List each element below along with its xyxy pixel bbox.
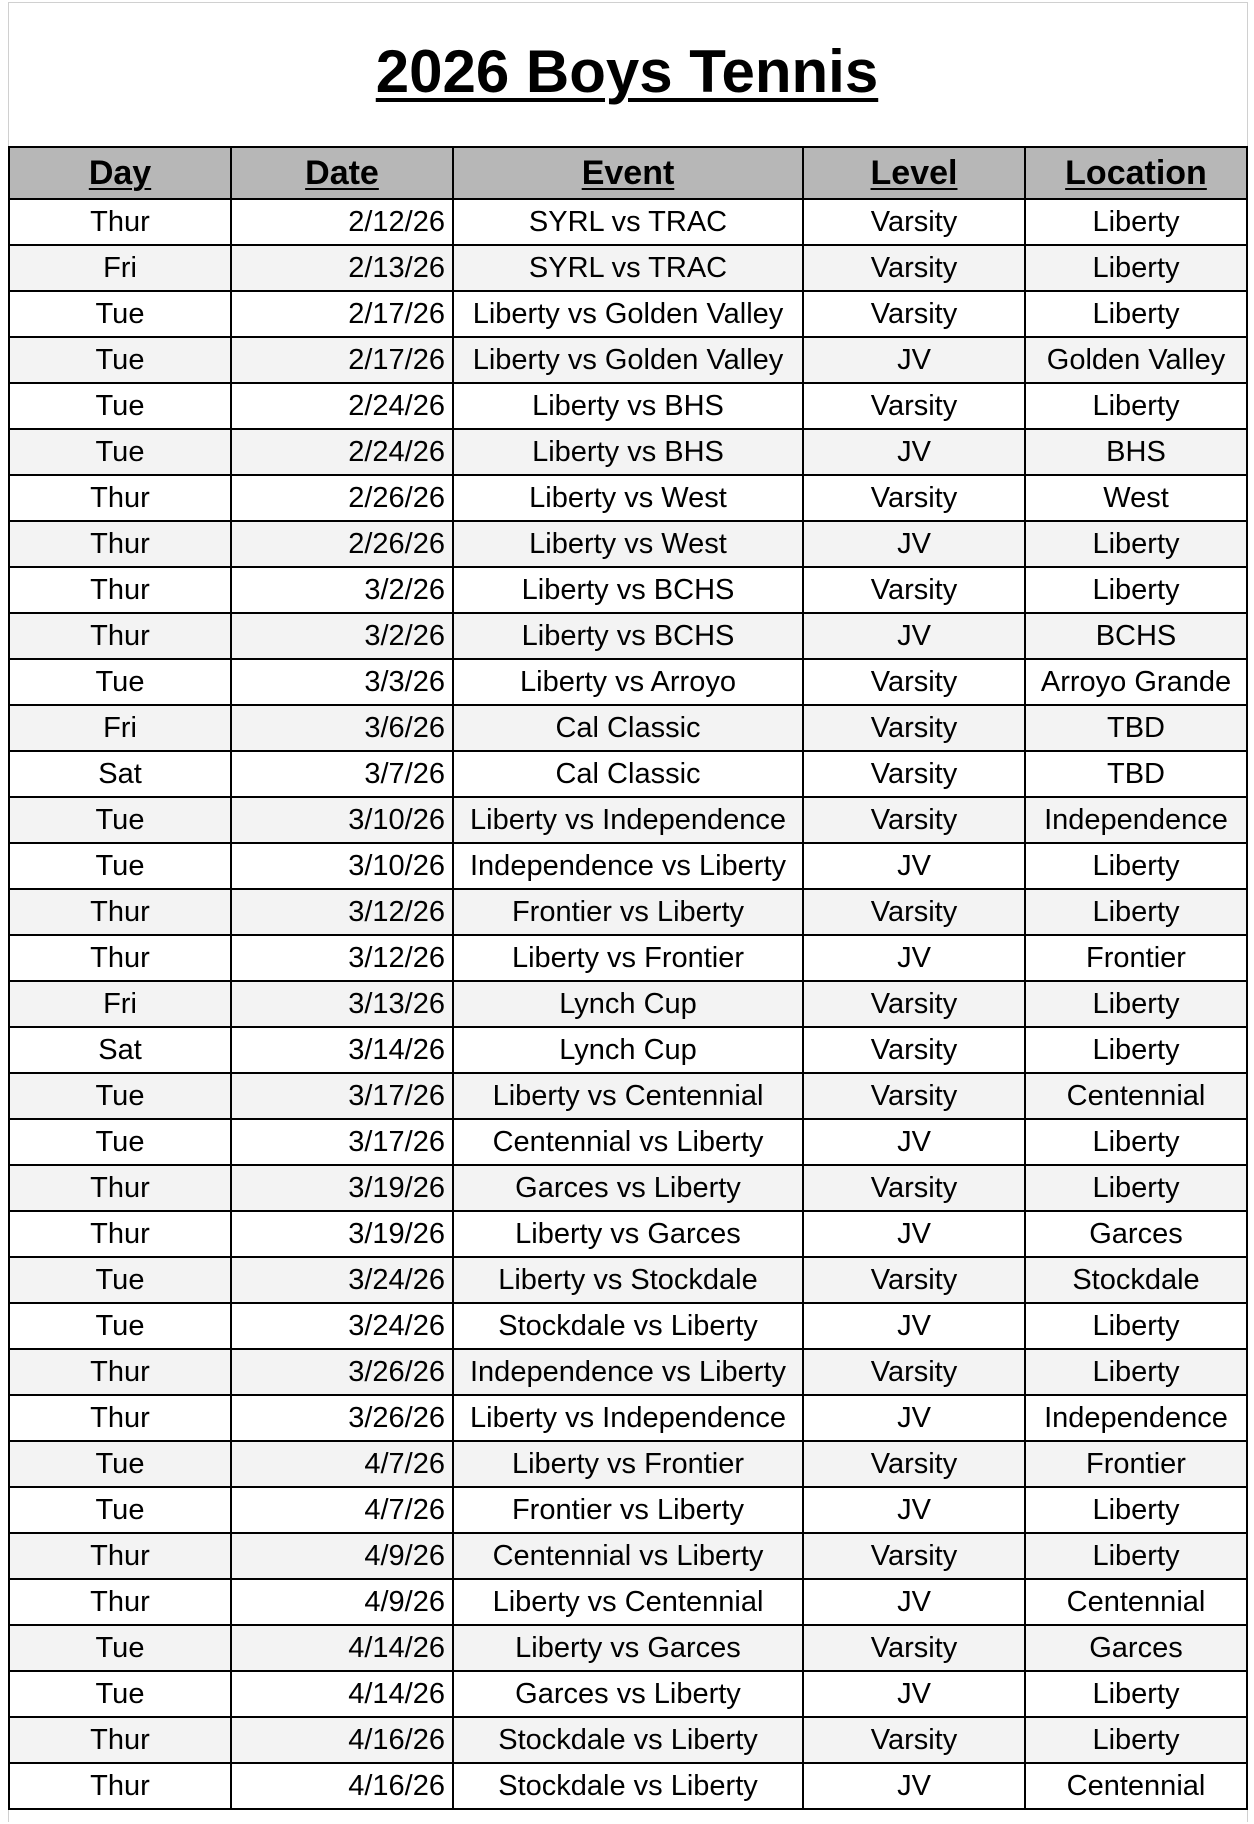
table-row [9,1625,1247,1671]
cell-day: Thur [9,1349,231,1395]
cell-location: Liberty [1025,1303,1247,1349]
table-row [9,1027,1247,1073]
cell-level: Varsity [803,1165,1025,1211]
cell-level: Varsity [803,659,1025,705]
cell-day: Thur [9,1533,231,1579]
cell-date: 3/26/26 [231,1395,453,1441]
cell-day: Tue [9,1119,231,1165]
cell-event: Stockdale vs Liberty [453,1717,803,1763]
cell-location: Liberty [1025,1487,1247,1533]
cell-location: Garces [1025,1625,1247,1671]
cell-event: Liberty vs West [453,521,803,567]
cell-date: 2/24/26 [231,429,453,475]
table-row [9,1487,1247,1533]
cell-day: Fri [9,981,231,1027]
cell-location: BCHS [1025,613,1247,659]
cell-event: Centennial vs Liberty [453,1533,803,1579]
cell-event: Liberty vs Independence [453,797,803,843]
cell-day: Thur [9,1579,231,1625]
header-row [9,147,1247,199]
cell-day: Thur [9,475,231,521]
cell-location: Centennial [1025,1579,1247,1625]
cell-level: Varsity [803,291,1025,337]
cell-date: 3/24/26 [231,1257,453,1303]
cell-location: Liberty [1025,1165,1247,1211]
cell-date: 2/26/26 [231,521,453,567]
cell-event: Liberty vs Frontier [453,1441,803,1487]
cell-event: Liberty vs BHS [453,429,803,475]
cell-day: Thur [9,567,231,613]
cell-date: 2/13/26 [231,245,453,291]
cell-event: Liberty vs BCHS [453,567,803,613]
cell-date: 4/16/26 [231,1763,453,1809]
table-row [9,1119,1247,1165]
cell-location: Arroyo Grande [1025,659,1247,705]
cell-location: Liberty [1025,383,1247,429]
cell-date: 3/19/26 [231,1211,453,1257]
cell-day: Tue [9,659,231,705]
cell-level: Varsity [803,1257,1025,1303]
cell-level: Varsity [803,1625,1025,1671]
cell-location: West [1025,475,1247,521]
cell-date: 4/14/26 [231,1625,453,1671]
cell-day: Tue [9,429,231,475]
cell-level: JV [803,1763,1025,1809]
cell-day: Thur [9,1165,231,1211]
table-row [9,1073,1247,1119]
table-row [9,1671,1247,1717]
table-row [9,889,1247,935]
cell-level: Varsity [803,475,1025,521]
cell-date: 2/24/26 [231,383,453,429]
cell-day: Tue [9,843,231,889]
cell-day: Tue [9,1303,231,1349]
cell-day: Sat [9,1027,231,1073]
cell-location: Golden Valley [1025,337,1247,383]
cell-date: 4/7/26 [231,1487,453,1533]
cell-location: Garces [1025,1211,1247,1257]
cell-location: Centennial [1025,1763,1247,1809]
cell-event: Liberty vs Garces [453,1211,803,1257]
cell-location: Liberty [1025,843,1247,889]
cell-event: Garces vs Liberty [453,1165,803,1211]
cell-day: Thur [9,1211,231,1257]
cell-day: Tue [9,1487,231,1533]
table-body [9,199,1247,1809]
cell-date: 3/12/26 [231,935,453,981]
cell-level: Varsity [803,797,1025,843]
cell-date: 3/2/26 [231,613,453,659]
cell-level: Varsity [803,1441,1025,1487]
cell-day: Tue [9,337,231,383]
cell-day: Tue [9,797,231,843]
cell-date: 3/6/26 [231,705,453,751]
table-row [9,1763,1247,1809]
table-row [9,1349,1247,1395]
cell-location: BHS [1025,429,1247,475]
column-header-date: Date [231,147,453,199]
cell-date: 2/26/26 [231,475,453,521]
cell-event: Garces vs Liberty [453,1671,803,1717]
cell-day: Thur [9,1763,231,1809]
cell-event: Liberty vs Frontier [453,935,803,981]
cell-location: TBD [1025,705,1247,751]
cell-day: Thur [9,521,231,567]
cell-event: Lynch Cup [453,981,803,1027]
cell-location: Liberty [1025,567,1247,613]
cell-level: Varsity [803,981,1025,1027]
cell-level: Varsity [803,245,1025,291]
cell-event: Stockdale vs Liberty [453,1763,803,1809]
cell-day: Fri [9,705,231,751]
cell-day: Tue [9,1441,231,1487]
cell-level: Varsity [803,705,1025,751]
cell-day: Thur [9,1717,231,1763]
cell-date: 3/14/26 [231,1027,453,1073]
table-row [9,1717,1247,1763]
cell-date: 2/17/26 [231,337,453,383]
cell-date: 3/26/26 [231,1349,453,1395]
cell-event: Frontier vs Liberty [453,1487,803,1533]
cell-day: Tue [9,291,231,337]
column-header-event: Event [453,147,803,199]
cell-day: Tue [9,1671,231,1717]
cell-day: Thur [9,889,231,935]
cell-level: JV [803,935,1025,981]
table-row [9,199,1247,245]
cell-location: Liberty [1025,291,1247,337]
cell-date: 4/7/26 [231,1441,453,1487]
cell-level: JV [803,429,1025,475]
cell-date: 4/16/26 [231,1717,453,1763]
table-row [9,797,1247,843]
table-row [9,1441,1247,1487]
cell-location: TBD [1025,751,1247,797]
cell-date: 3/19/26 [231,1165,453,1211]
cell-level: Varsity [803,1073,1025,1119]
cell-level: JV [803,1395,1025,1441]
cell-level: JV [803,1211,1025,1257]
table-row [9,383,1247,429]
cell-event: Liberty vs West [453,475,803,521]
cell-level: JV [803,613,1025,659]
cell-date: 3/10/26 [231,797,453,843]
cell-day: Tue [9,1257,231,1303]
table-row [9,1533,1247,1579]
table-row [9,843,1247,889]
cell-event: Liberty vs Stockdale [453,1257,803,1303]
cell-level: Varsity [803,199,1025,245]
table-row [9,1579,1247,1625]
cell-location: Stockdale [1025,1257,1247,1303]
cell-location: Centennial [1025,1073,1247,1119]
cell-location: Liberty [1025,245,1247,291]
cell-location: Independence [1025,797,1247,843]
cell-event: Frontier vs Liberty [453,889,803,935]
table-row [9,751,1247,797]
cell-event: SYRL vs TRAC [453,245,803,291]
cell-event: Liberty vs BHS [453,383,803,429]
cell-level: Varsity [803,889,1025,935]
cell-date: 2/17/26 [231,291,453,337]
table-row [9,521,1247,567]
table-row [9,1395,1247,1441]
table-row [9,1257,1247,1303]
cell-location: Liberty [1025,1027,1247,1073]
table-row [9,1303,1247,1349]
table-row [9,475,1247,521]
table-row [9,291,1247,337]
cell-event: Cal Classic [453,751,803,797]
cell-location: Liberty [1025,521,1247,567]
cell-event: Liberty vs Independence [453,1395,803,1441]
cell-date: 4/9/26 [231,1579,453,1625]
cell-event: Lynch Cup [453,1027,803,1073]
cell-level: JV [803,521,1025,567]
cell-date: 2/12/26 [231,199,453,245]
cell-level: JV [803,843,1025,889]
cell-event: Stockdale vs Liberty [453,1303,803,1349]
cell-event: Liberty vs Golden Valley [453,337,803,383]
cell-day: Fri [9,245,231,291]
cell-day: Tue [9,1073,231,1119]
cell-level: JV [803,1303,1025,1349]
table-row [9,429,1247,475]
cell-level: JV [803,1487,1025,1533]
cell-date: 3/13/26 [231,981,453,1027]
cell-event: Liberty vs Golden Valley [453,291,803,337]
column-header-day: Day [9,147,231,199]
cell-event: SYRL vs TRAC [453,199,803,245]
cell-level: Varsity [803,567,1025,613]
table-row [9,245,1247,291]
cell-level: JV [803,337,1025,383]
cell-date: 3/7/26 [231,751,453,797]
cell-date: 4/14/26 [231,1671,453,1717]
cell-date: 3/2/26 [231,567,453,613]
cell-day: Thur [9,1395,231,1441]
cell-event: Centennial vs Liberty [453,1119,803,1165]
cell-level: Varsity [803,751,1025,797]
cell-date: 3/17/26 [231,1119,453,1165]
cell-day: Thur [9,935,231,981]
cell-event: Cal Classic [453,705,803,751]
cell-date: 4/9/26 [231,1533,453,1579]
schedule-table [8,146,1248,1810]
cell-event: Independence vs Liberty [453,1349,803,1395]
table-row [9,613,1247,659]
column-header-location: Location [1025,147,1247,199]
cell-location: Liberty [1025,1671,1247,1717]
cell-level: JV [803,1119,1025,1165]
cell-date: 3/3/26 [231,659,453,705]
cell-event: Liberty vs Arroyo [453,659,803,705]
cell-date: 3/12/26 [231,889,453,935]
cell-location: Frontier [1025,935,1247,981]
cell-event: Liberty vs Centennial [453,1579,803,1625]
cell-level: Varsity [803,383,1025,429]
table-header [9,147,1247,199]
cell-location: Liberty [1025,889,1247,935]
cell-level: JV [803,1579,1025,1625]
cell-location: Liberty [1025,1533,1247,1579]
cell-level: Varsity [803,1717,1025,1763]
column-header-level: Level [803,147,1025,199]
cell-day: Thur [9,199,231,245]
cell-day: Tue [9,383,231,429]
cell-location: Liberty [1025,1717,1247,1763]
cell-location: Liberty [1025,199,1247,245]
table-row [9,567,1247,613]
cell-level: Varsity [803,1533,1025,1579]
table-row [9,337,1247,383]
cell-location: Frontier [1025,1441,1247,1487]
cell-location: Liberty [1025,981,1247,1027]
cell-level: Varsity [803,1027,1025,1073]
cell-day: Thur [9,613,231,659]
page-title: 2026 Boys Tennis [375,38,879,105]
cell-location: Independence [1025,1395,1247,1441]
cell-date: 3/24/26 [231,1303,453,1349]
cell-level: Varsity [803,1349,1025,1395]
cell-date: 3/17/26 [231,1073,453,1119]
cell-day: Sat [9,751,231,797]
table-row [9,981,1247,1027]
cell-event: Liberty vs BCHS [453,613,803,659]
cell-day: Tue [9,1625,231,1671]
cell-event: Independence vs Liberty [453,843,803,889]
cell-level: JV [803,1671,1025,1717]
table-row [9,705,1247,751]
table-row [9,935,1247,981]
table-row [9,1211,1247,1257]
table-row [9,659,1247,705]
cell-location: Liberty [1025,1119,1247,1165]
table-row [9,1165,1247,1211]
cell-location: Liberty [1025,1349,1247,1395]
cell-event: Liberty vs Garces [453,1625,803,1671]
cell-event: Liberty vs Centennial [453,1073,803,1119]
cell-date: 3/10/26 [231,843,453,889]
